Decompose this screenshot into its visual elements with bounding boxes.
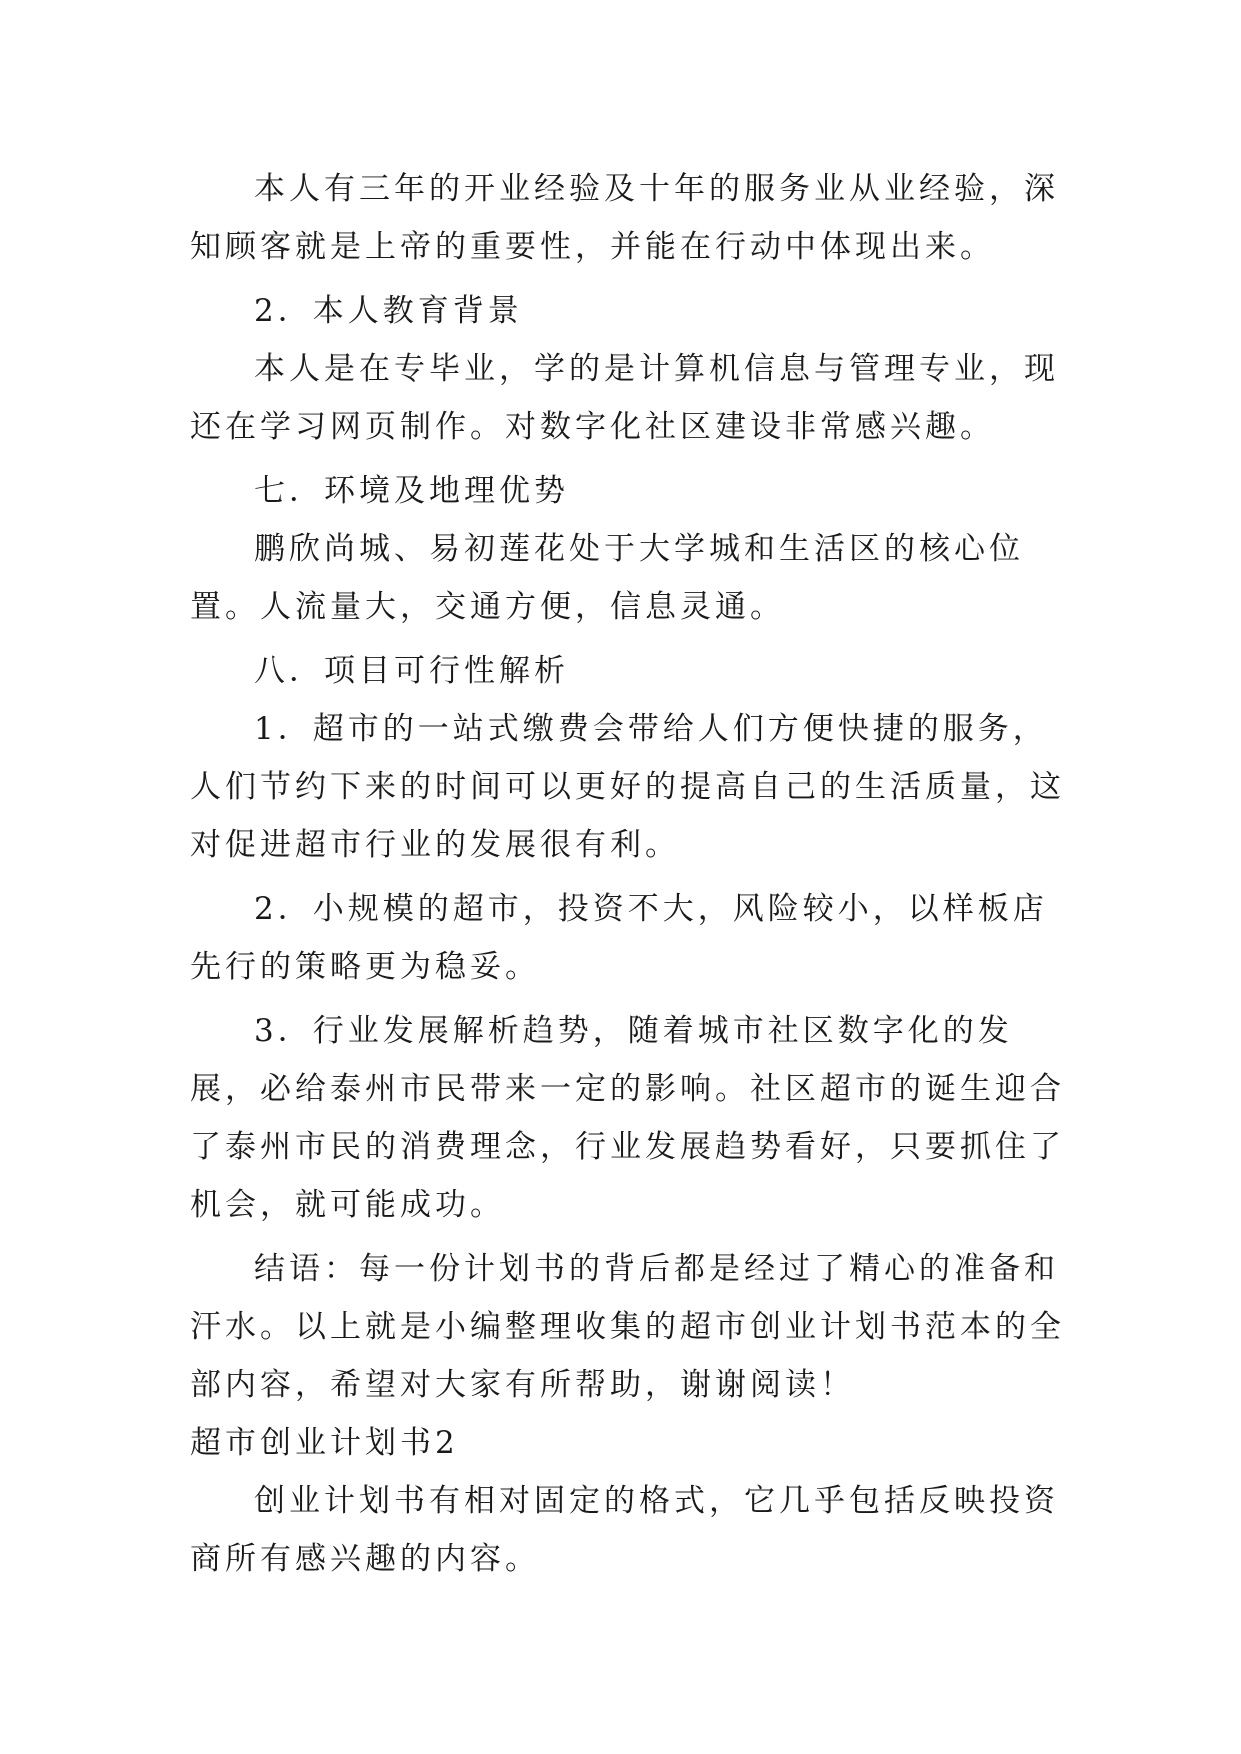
paragraph-location: 鹏欣尚城、易初莲花处于大学城和生活区的核心位置。人流量大，交通方便，信息灵通。 bbox=[190, 531, 1024, 625]
paragraph-plan-format: 创业计划书有相对固定的格式，它几乎包括反映投资商所有感兴趣的内容。 bbox=[190, 1483, 1059, 1577]
heading-feasibility: 八．项目可行性解析 bbox=[254, 653, 569, 689]
section-title-plan-2: 超市创业计划书2 bbox=[190, 1425, 459, 1461]
paragraph-feasibility-3: 3．行业发展解析趋势，随着城市社区数字化的发展，必给泰州市民带来一定的影响。社区超市的诞生迎合了泰州市民的消费理念，行业发展趋势看好，只要抓住了机会，就可能成功。 bbox=[190, 1013, 1065, 1223]
paragraph-education: 本人是在专毕业，学的是计算机信息与管理专业，现还在学习网页制作。对数字化社区建设非常感兴趣。 bbox=[190, 351, 1059, 445]
heading-environment-location: 七．环境及地理优势 bbox=[254, 473, 569, 509]
paragraph-conclusion: 结语：每一份计划书的背后都是经过了精心的准备和汗水。以上就是小编整理收集的超市创业计划书范本的全部内容，希望对大家有所帮助，谢谢阅读！ bbox=[190, 1251, 1065, 1403]
document-body bbox=[190, 160, 1070, 1588]
paragraph-experience: 本人有三年的开业经验及十年的服务业从业经验，深知顾客就是上帝的重要性，并能在行动中体现出来。 bbox=[190, 171, 1059, 265]
paragraph-feasibility-2: 2．小规模的超市，投资不大，风险较小，以样板店先行的策略更为稳妥。 bbox=[190, 891, 1048, 985]
heading-education-background: 2．本人教育背景 bbox=[254, 293, 523, 329]
paragraph-feasibility-1: 1．超市的一站式缴费会带给人们方便快捷的服务，人们节约下来的时间可以更好的提高自己的生活质量，这对促进超市行业的发展很有利。 bbox=[190, 711, 1065, 863]
